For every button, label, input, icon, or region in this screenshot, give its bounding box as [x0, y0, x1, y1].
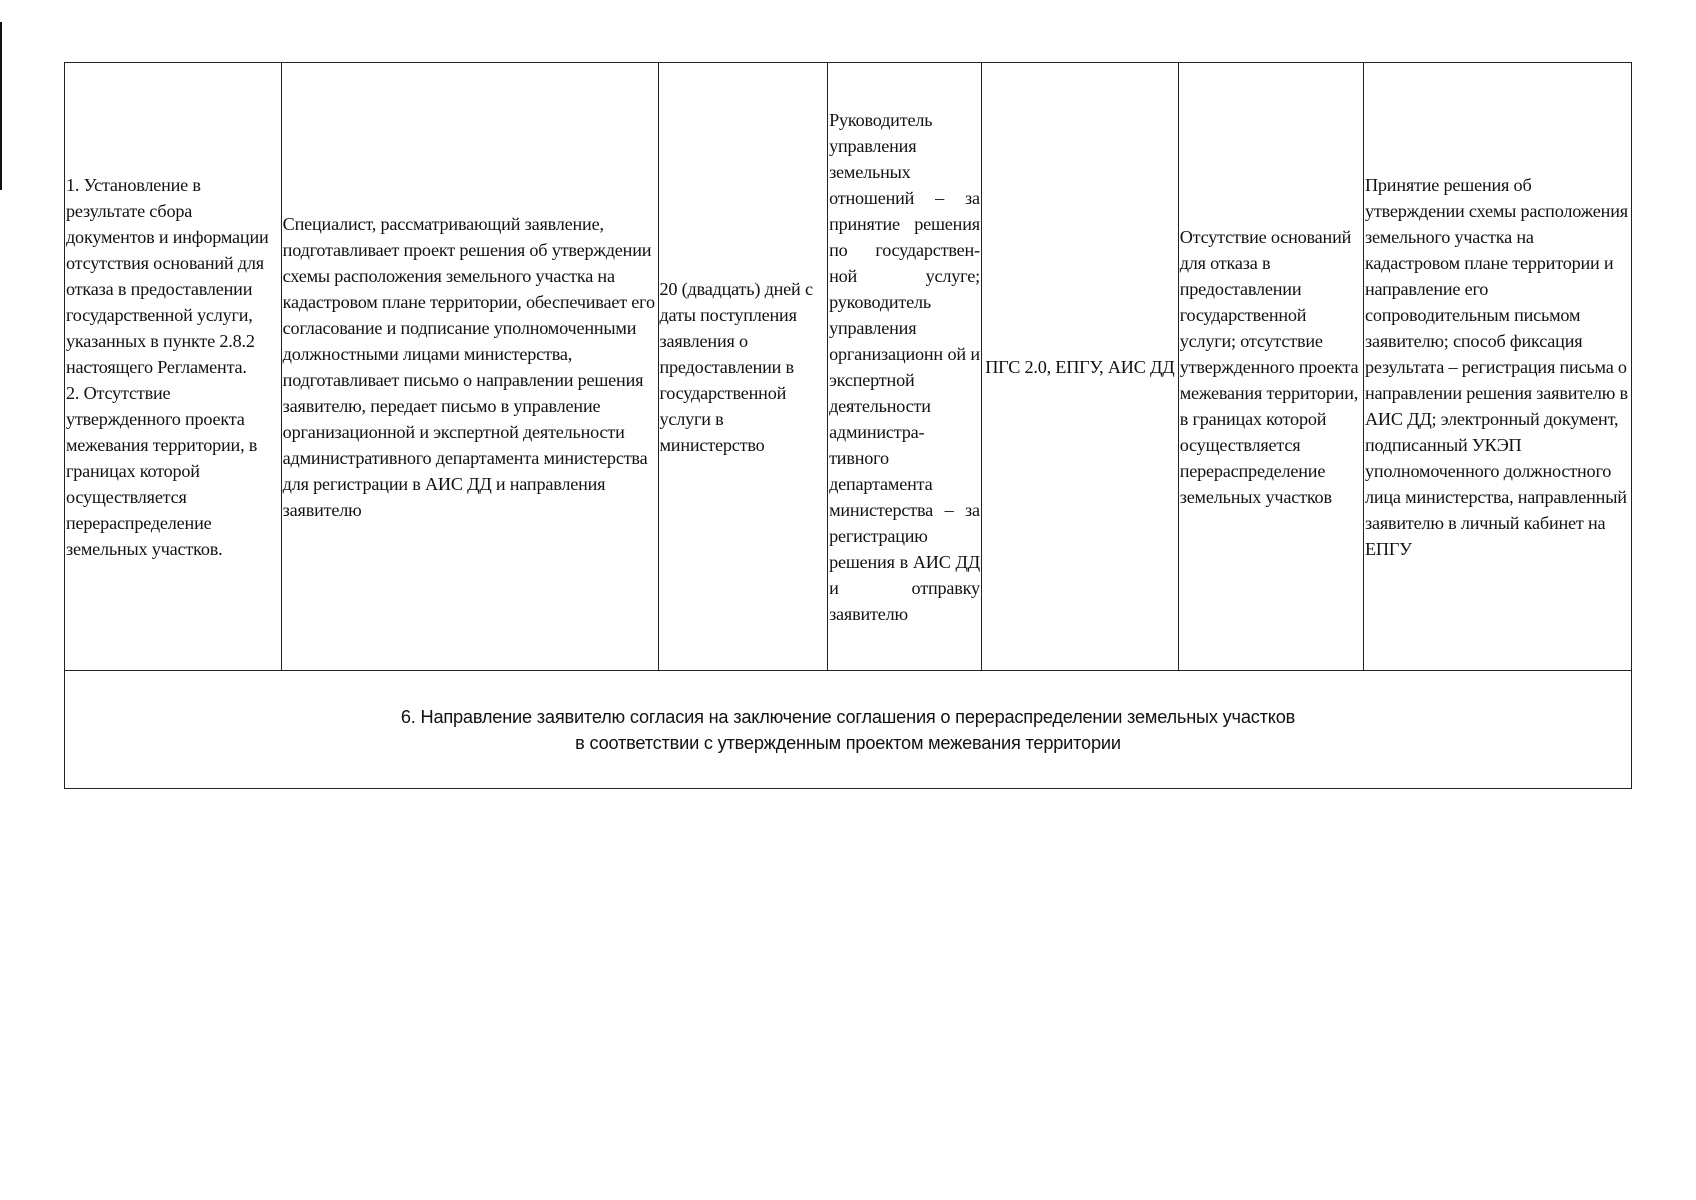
table-row	[65, 63, 1632, 671]
cell-criteria: Отсутствие оснований для отказа в предоставлении государственной услуги; отсутствие утвержденного проекта межевания территории, в границах которой осуществляется перераспределение земельных участков	[1178, 63, 1363, 671]
cell-responsible: Руководитель управления земельных отношений – за принятие решения по государствен-ной услуге; руководитель управления организационн ой и экспертной деятельности администра-тивного департамента министерства – за регистрацию решения в АИС ДД и отправку заявителю	[828, 63, 982, 671]
cell-result: Принятие решения об утверждении схемы расположения земельного участка на кадастровом плане территории и направление его сопроводительным письмом заявителю; способ фиксация результата – регистрация письма о направлении решения заявителю в АИС ДД; электронный документ, подписанный УКЭП уполномоченного должностного лица министерства, направленный заявителю в личный кабинет на ЕПГУ	[1363, 63, 1631, 671]
cell-grounds: 1. Установление в результате сбора документов и информации отсутствия оснований для отказа в предоставлении государственной услуги, указанных в пункте 2.8.2 настоящего Регламента. 2. Отсутствие утвержденного проекта межевания территории, в границах которой осуществляется перераспределение земельных участков.	[65, 63, 282, 671]
cell-action: Специалист, рассматривающий заявление, подготавливает проект решения об утверждении схемы расположения земельного участка на кадастровом плане территории, обеспечивает его согласование и подписание уполномоченными должностными лицами министерства, подготавливает письмо о направлении решения заявителю, передает письмо в управление организационной и экспертной деятельности административного департамента министерства для регистрации в АИС ДД и направления заявителю	[281, 63, 658, 671]
stage-heading	[65, 671, 1632, 789]
stage-heading-line-2: в соответствии с утвержденным проектом межевания территории	[575, 732, 1121, 753]
cell-systems: ПГС 2.0, ЕПГУ, АИС ДД	[981, 63, 1178, 671]
margin-mark	[0, 22, 2, 190]
stage-heading-line-1: 6. Направление заявителю согласия на заключение соглашения о перераспределении земельных участков	[400, 706, 1296, 727]
table-row-stage-heading	[65, 671, 1632, 789]
cell-deadline: 20 (двадцать) дней с даты поступления заявления о предоставлении в государственной услуги в министерство	[658, 63, 828, 671]
procedure-table	[64, 62, 1632, 789]
